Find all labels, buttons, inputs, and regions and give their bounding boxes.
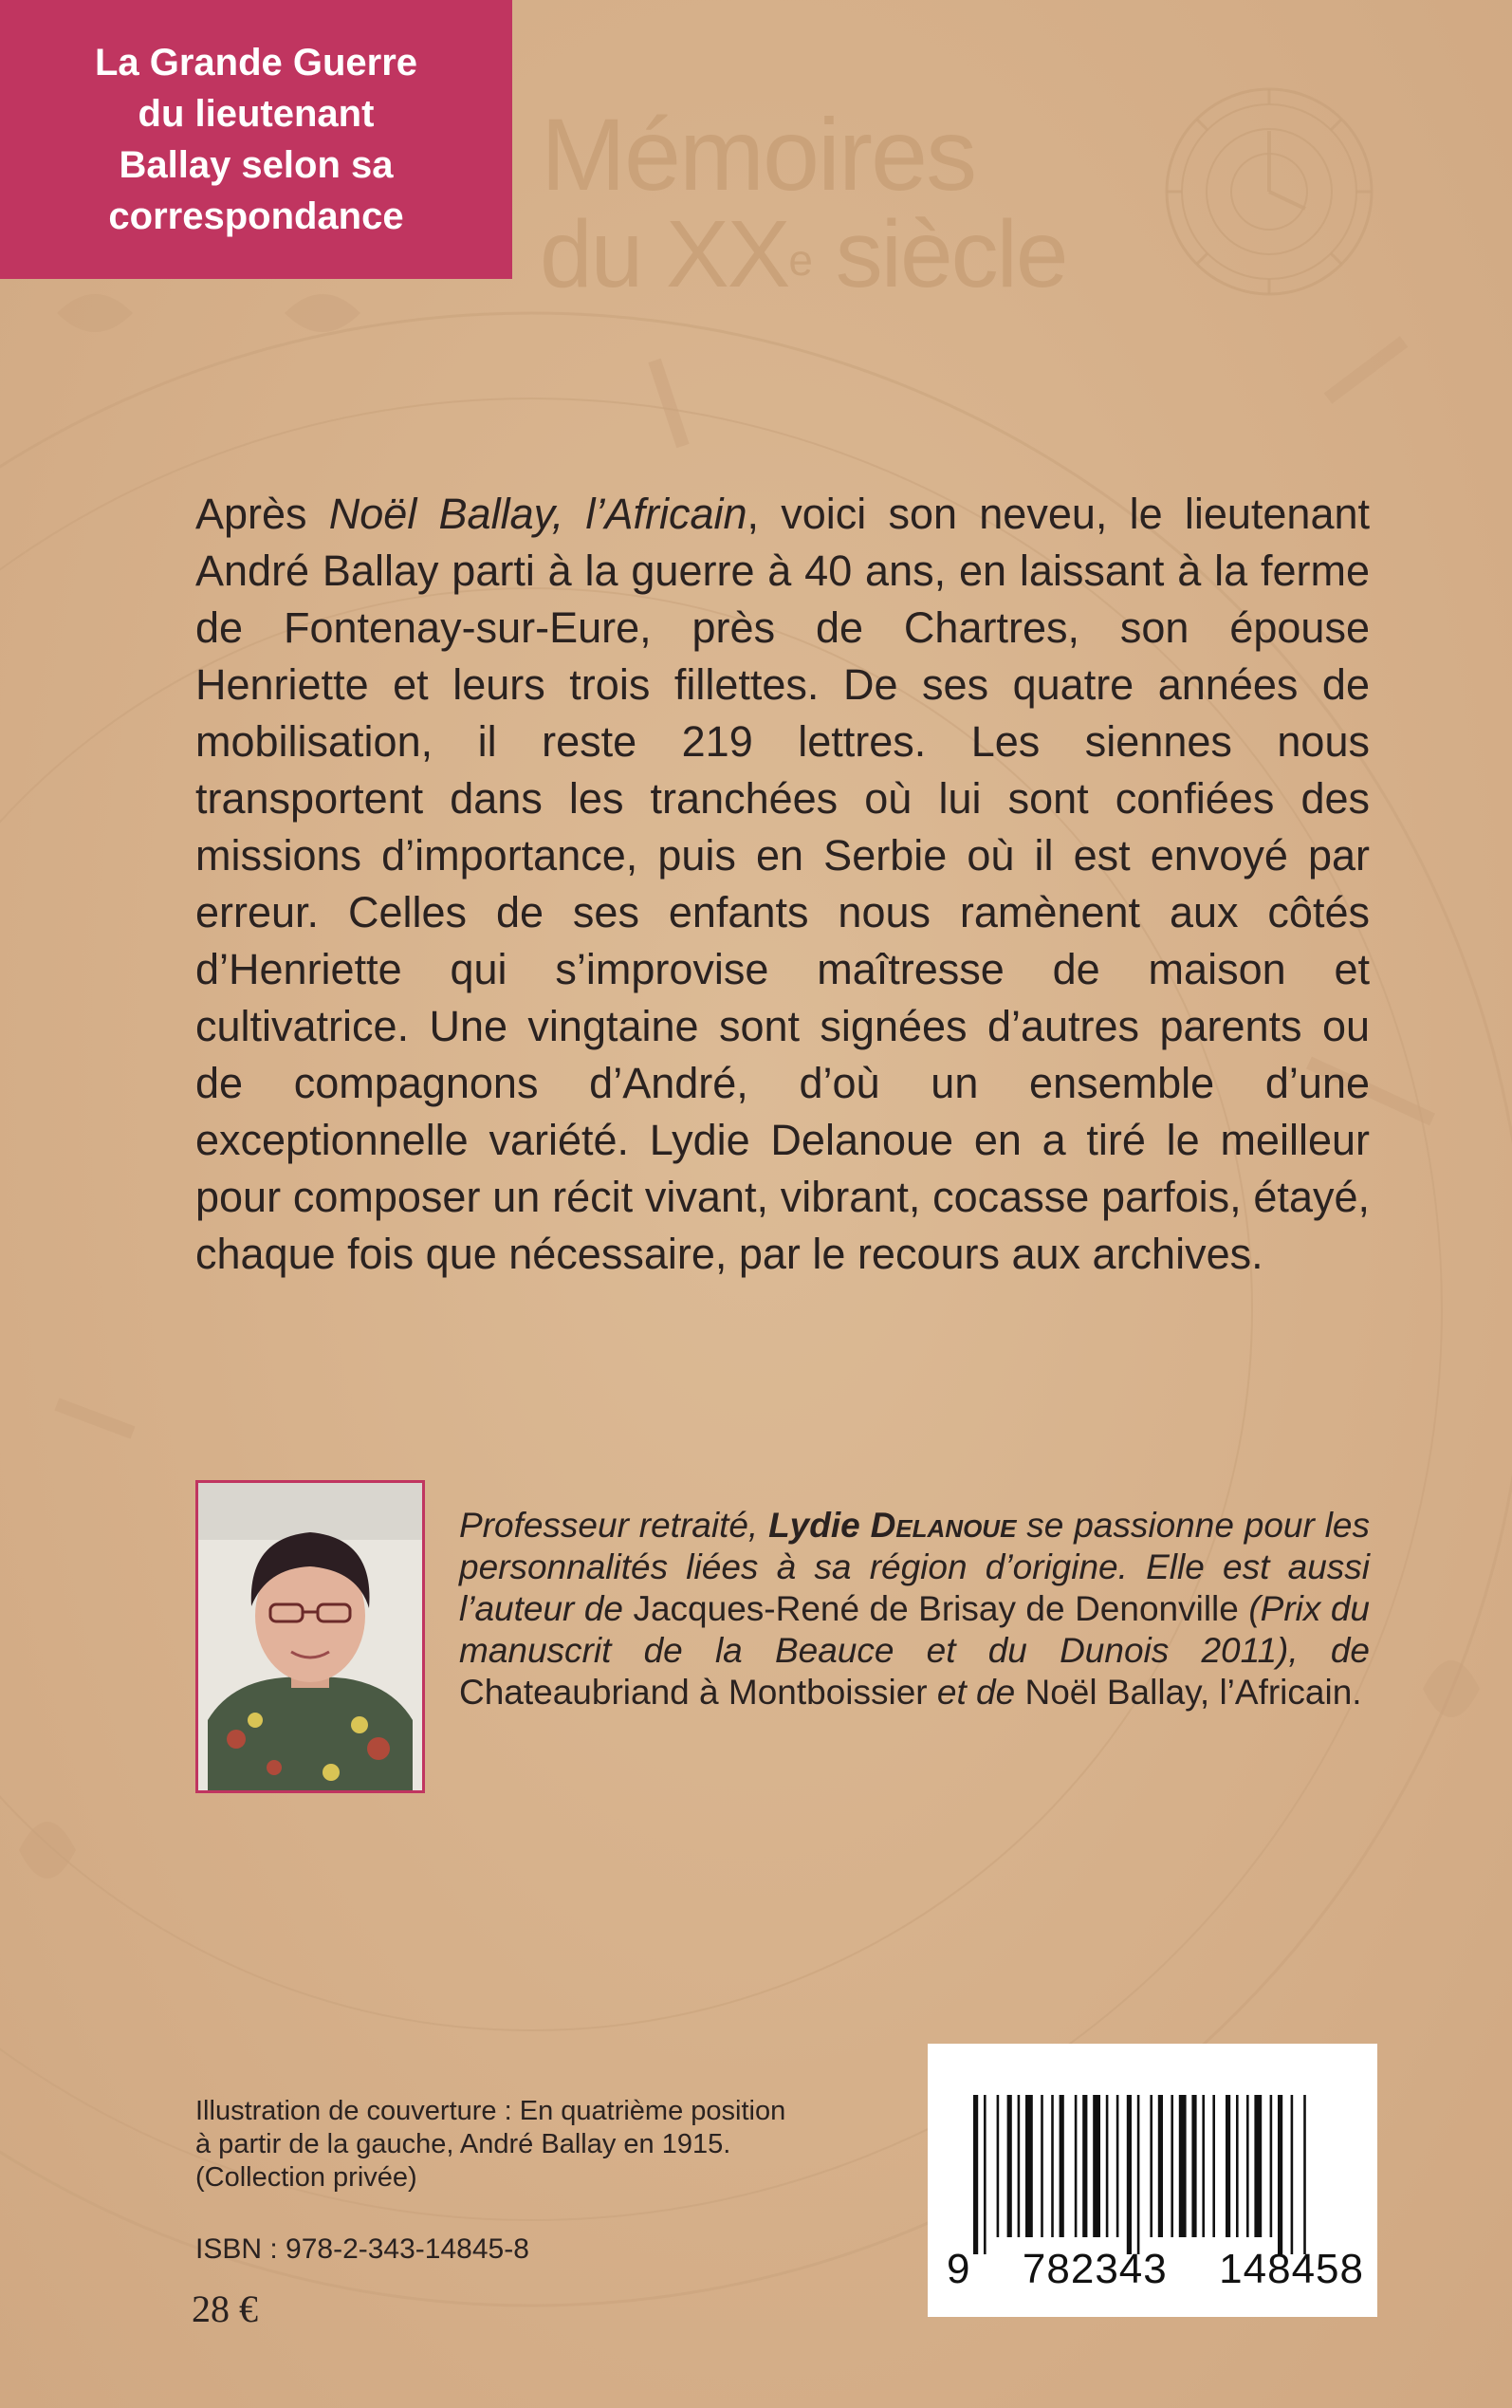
- bio-text-5: .: [1352, 1673, 1362, 1712]
- summary-text: [195, 486, 1370, 1283]
- barcode-bar: [1236, 2095, 1239, 2237]
- cover-credit: [195, 2095, 897, 2195]
- barcode-bar: [984, 2095, 986, 2254]
- isbn: ISBN : 978-2-343-14845-8: [195, 2233, 529, 2265]
- barcode-bar: [1291, 2095, 1294, 2254]
- barcode-bar: [1278, 2095, 1282, 2254]
- series-line-2: [540, 201, 1205, 307]
- barcode-bar: [997, 2095, 1000, 2237]
- barcode-bar: [1051, 2095, 1054, 2237]
- barcode-digits: [947, 2246, 1364, 2292]
- bio-book-1: Jacques-René de Brisay de Denonville: [633, 1589, 1239, 1628]
- bio-text-1: Professeur retraité,: [459, 1506, 769, 1545]
- barcode-bar: [1093, 2095, 1100, 2237]
- barcode-bar: [1150, 2095, 1152, 2237]
- barcode-bar: [1075, 2095, 1078, 2237]
- barcode-bar: [1007, 2095, 1012, 2237]
- bio-text-4: et de: [927, 1673, 1025, 1712]
- barcode-bar: [1116, 2095, 1119, 2237]
- barcode-bar: [1191, 2095, 1196, 2237]
- bio-text-2: se passionne pour les personnalités liées à sa région d’origine. Elle est aussi l’auteur de: [459, 1506, 1370, 1628]
- barcode: [928, 2044, 1377, 2317]
- summary-body: , voici son neveu, le lieutenant André Ballay parti à la guerre à 40 ans, en laissant à la ferme de Fontenay-sur-Eure, près de Chartres, son épouse Henriette et leurs trois fillettes. De ses quatre années de mobilisation, il reste 219 lettres. Les siennes nous transportent dans les tranchées où lui sont confiées des missions d’importance, puis en Serbie où il est envoyé par erreur. Celles de ses enfants nous ramènent aux côtés d’Henriette qui s’improvise maîtresse de maison et cultivatrice. Une vingtaine sont signées d’autres parents ou de compagnons d’André, d’où un ensemble d’une exceptionnelle variété. Lydie Delanoue en a tiré le meilleur pour composer un récit vivant, vibrant, cocasse parfois, étayé, chaque fois que nécessaire, par le recours aux archives.: [195, 490, 1371, 1278]
- title-banner: [0, 0, 512, 279]
- title-line-4: correspondance: [108, 195, 404, 237]
- title-line-2: du lieutenant: [138, 93, 375, 135]
- barcode-bar: [1303, 2095, 1306, 2254]
- barcode-bar: [1137, 2095, 1140, 2254]
- barcode-bar: [1025, 2095, 1033, 2237]
- bio-author-first-name: Lydie: [768, 1506, 871, 1545]
- barcode-bar: [1171, 2095, 1173, 2237]
- summary-intro: Après: [195, 490, 329, 538]
- series-superscript: e: [788, 235, 812, 285]
- barcode-bar: [1041, 2095, 1043, 2237]
- barcode-bar: [1270, 2095, 1273, 2237]
- barcode-bar: [1254, 2095, 1262, 2237]
- author-photo: [195, 1480, 425, 1793]
- summary-book-title: Noël Ballay, l’Africain: [328, 490, 747, 538]
- price: 28 €: [192, 2288, 258, 2330]
- barcode-digit-group-3: 148458: [1219, 2246, 1364, 2292]
- barcode-bar: [1018, 2095, 1021, 2237]
- bio-text-3: (Prix du manuscrit de la Beauce et du Dunois 2011), de: [459, 1589, 1370, 1670]
- barcode-bar: [973, 2095, 978, 2254]
- bio-book-3: Noël Ballay, l’Africain: [1024, 1673, 1353, 1712]
- credit-line-1: Illustration de couverture : En quatrième position: [195, 2096, 786, 2126]
- bio-author-last-name: Delanoue: [870, 1506, 1017, 1545]
- author-bio: [459, 1505, 1370, 1713]
- series-title: [540, 97, 1205, 307]
- series-line-2-suffix: siècle: [811, 201, 1067, 307]
- credit-line-2: à partir de la gauche, André Ballay en 1915.: [195, 2129, 731, 2159]
- series-line-2-prefix: du XX: [540, 201, 789, 307]
- barcode-bar: [1106, 2095, 1109, 2237]
- barcode-bar: [1212, 2095, 1215, 2237]
- series-line-1: Mémoires: [541, 97, 976, 212]
- bio-book-2: Chateaubriand à Montboissier: [459, 1673, 928, 1712]
- barcode-bar: [1127, 2095, 1132, 2254]
- credit-line-3: (Collection privée): [195, 2162, 417, 2193]
- barcode-bar: [1082, 2095, 1087, 2237]
- barcode-bar: [1246, 2095, 1249, 2237]
- barcode-bar: [1179, 2095, 1187, 2237]
- barcode-bar: [1226, 2095, 1230, 2237]
- barcode-bar: [1158, 2095, 1163, 2237]
- title-line-1: La Grande Guerre: [94, 42, 418, 83]
- barcode-digit-group-2: 782343: [1022, 2246, 1168, 2292]
- barcode-bar: [1202, 2095, 1205, 2237]
- clock-icon: [1163, 85, 1375, 298]
- barcode-digit-group-1: 9: [947, 2246, 971, 2292]
- title-line-3: Ballay selon sa: [119, 144, 394, 186]
- barcode-bar: [1060, 2095, 1064, 2237]
